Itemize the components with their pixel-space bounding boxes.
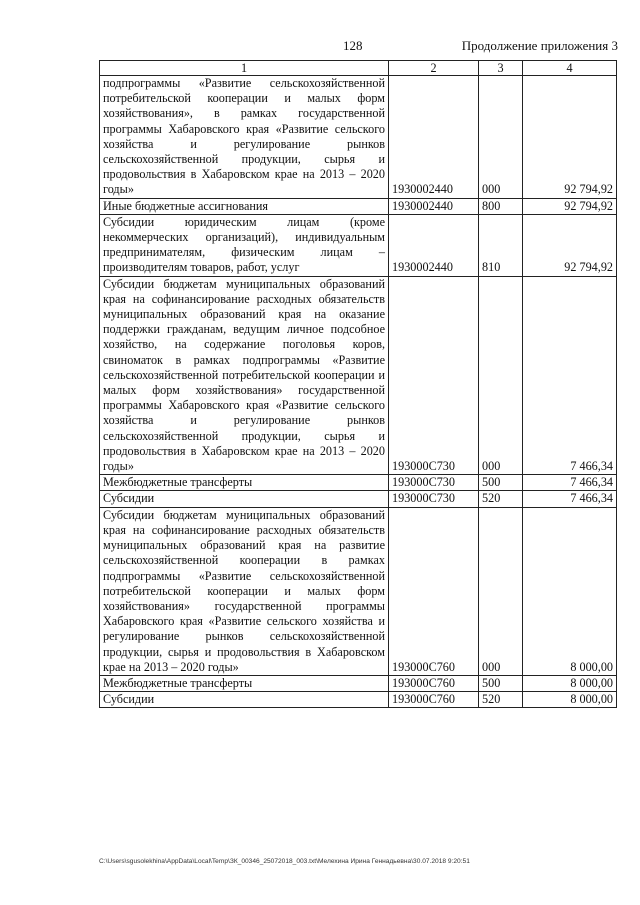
page-number: 128 — [343, 38, 363, 53]
row-description: Субсидии юридическим лицам (кроме некоммерческих организаций), индивидуальным предпринимателям, физическим лицам – производителям товаров, работ, услуг — [100, 214, 389, 276]
row-expense-type: 520 — [479, 491, 523, 507]
row-expense-type: 500 — [479, 675, 523, 691]
row-description: Субсидии — [100, 491, 389, 507]
row-description: подпрограммы «Развитие сельскохозяйственной потребительской кооперации и малых форм хозяйствования», в рамках государственной программы Хабаровского края «Развитие сельского хозяйства и регулирование рынков сельскохозяйственной продукции, сырья и продовольствия в Хабаровском крае на 2013 – 2020 годы» — [100, 76, 389, 199]
budget-table — [99, 60, 617, 708]
row-amount: 8 000,00 — [523, 507, 617, 675]
column-header-3: 3 — [479, 61, 523, 76]
row-expense-type: 000 — [479, 76, 523, 199]
table-row — [100, 214, 617, 276]
row-description: Субсидии бюджетам муниципальных образований края на софинансирование расходных обязательств муниципальных образований края на развитие сельскохозяйственной кооперации в рамках подпрограммы «Развитие сельскохозяйственной потребительской кооперации и малых форм хозяйствования» государственной программы Хабаровского края «Развитие сельского хозяйства и регулирование рынков сельскохозяйственной продукции, сырья и продовольствия в Хабаровском крае на 2013 – 2020 годы» — [100, 507, 389, 675]
row-amount: 8 000,00 — [523, 692, 617, 708]
row-amount: 92 794,92 — [523, 198, 617, 214]
row-description: Субсидии — [100, 692, 389, 708]
row-amount: 7 466,34 — [523, 475, 617, 491]
table-row — [100, 276, 617, 475]
row-amount: 7 466,34 — [523, 491, 617, 507]
page-caption: Продолжение приложения 3 — [461, 38, 618, 53]
table-row — [100, 475, 617, 491]
row-expense-type: 500 — [479, 475, 523, 491]
row-amount: 7 466,34 — [523, 276, 617, 475]
row-expense-type: 810 — [479, 214, 523, 276]
table-row — [100, 507, 617, 675]
row-description: Иные бюджетные ассигнования — [100, 198, 389, 214]
row-amount: 8 000,00 — [523, 675, 617, 691]
table-row — [100, 198, 617, 214]
table-row — [100, 675, 617, 691]
row-target-code: 193000С730 — [389, 491, 479, 507]
column-header-4: 4 — [523, 61, 617, 76]
row-target-code: 1930002440 — [389, 214, 479, 276]
row-amount: 92 794,92 — [523, 76, 617, 199]
row-target-code: 193000С730 — [389, 475, 479, 491]
row-expense-type: 000 — [479, 276, 523, 475]
row-target-code: 193000С760 — [389, 675, 479, 691]
row-target-code: 193000С760 — [389, 692, 479, 708]
row-amount: 92 794,92 — [523, 214, 617, 276]
row-target-code: 1930002440 — [389, 198, 479, 214]
column-header-2: 2 — [389, 61, 479, 76]
table-row — [100, 76, 617, 199]
footer-file-path: C:\Users\sgusolekhina\AppData\Local\Temp\ЗК_00346_25072018_003.txt\Мелехина Ирина Геннадьевна\30.07.2018 9:20:51 — [99, 858, 470, 865]
table-row — [100, 491, 617, 507]
row-expense-type: 000 — [479, 507, 523, 675]
column-header-1: 1 — [100, 61, 389, 76]
row-expense-type: 520 — [479, 692, 523, 708]
row-description: Субсидии бюджетам муниципальных образований края на софинансирование расходных обязательств муниципальных образований края на оказание поддержки гражданам, ведущим личное подсобное хозяйство, на содержание поголовья коров, свиноматок в рамках подпрограммы «Развитие сельскохозяйственной потребительской кооперации и малых форм хозяйствования» государственной программы Хабаровского края «Развитие сельского хозяйства и регулирование рынков сельскохозяйственной продукции, сырья и продовольствия в Хабаровском крае на 2013 – 2020 годы» — [100, 276, 389, 475]
row-expense-type: 800 — [479, 198, 523, 214]
row-target-code: 193000С730 — [389, 276, 479, 475]
row-target-code: 193000С760 — [389, 507, 479, 675]
row-description: Межбюджетные трансферты — [100, 675, 389, 691]
table-row — [100, 692, 617, 708]
row-target-code: 1930002440 — [389, 76, 479, 199]
header-row — [100, 61, 617, 76]
row-description: Межбюджетные трансферты — [100, 475, 389, 491]
